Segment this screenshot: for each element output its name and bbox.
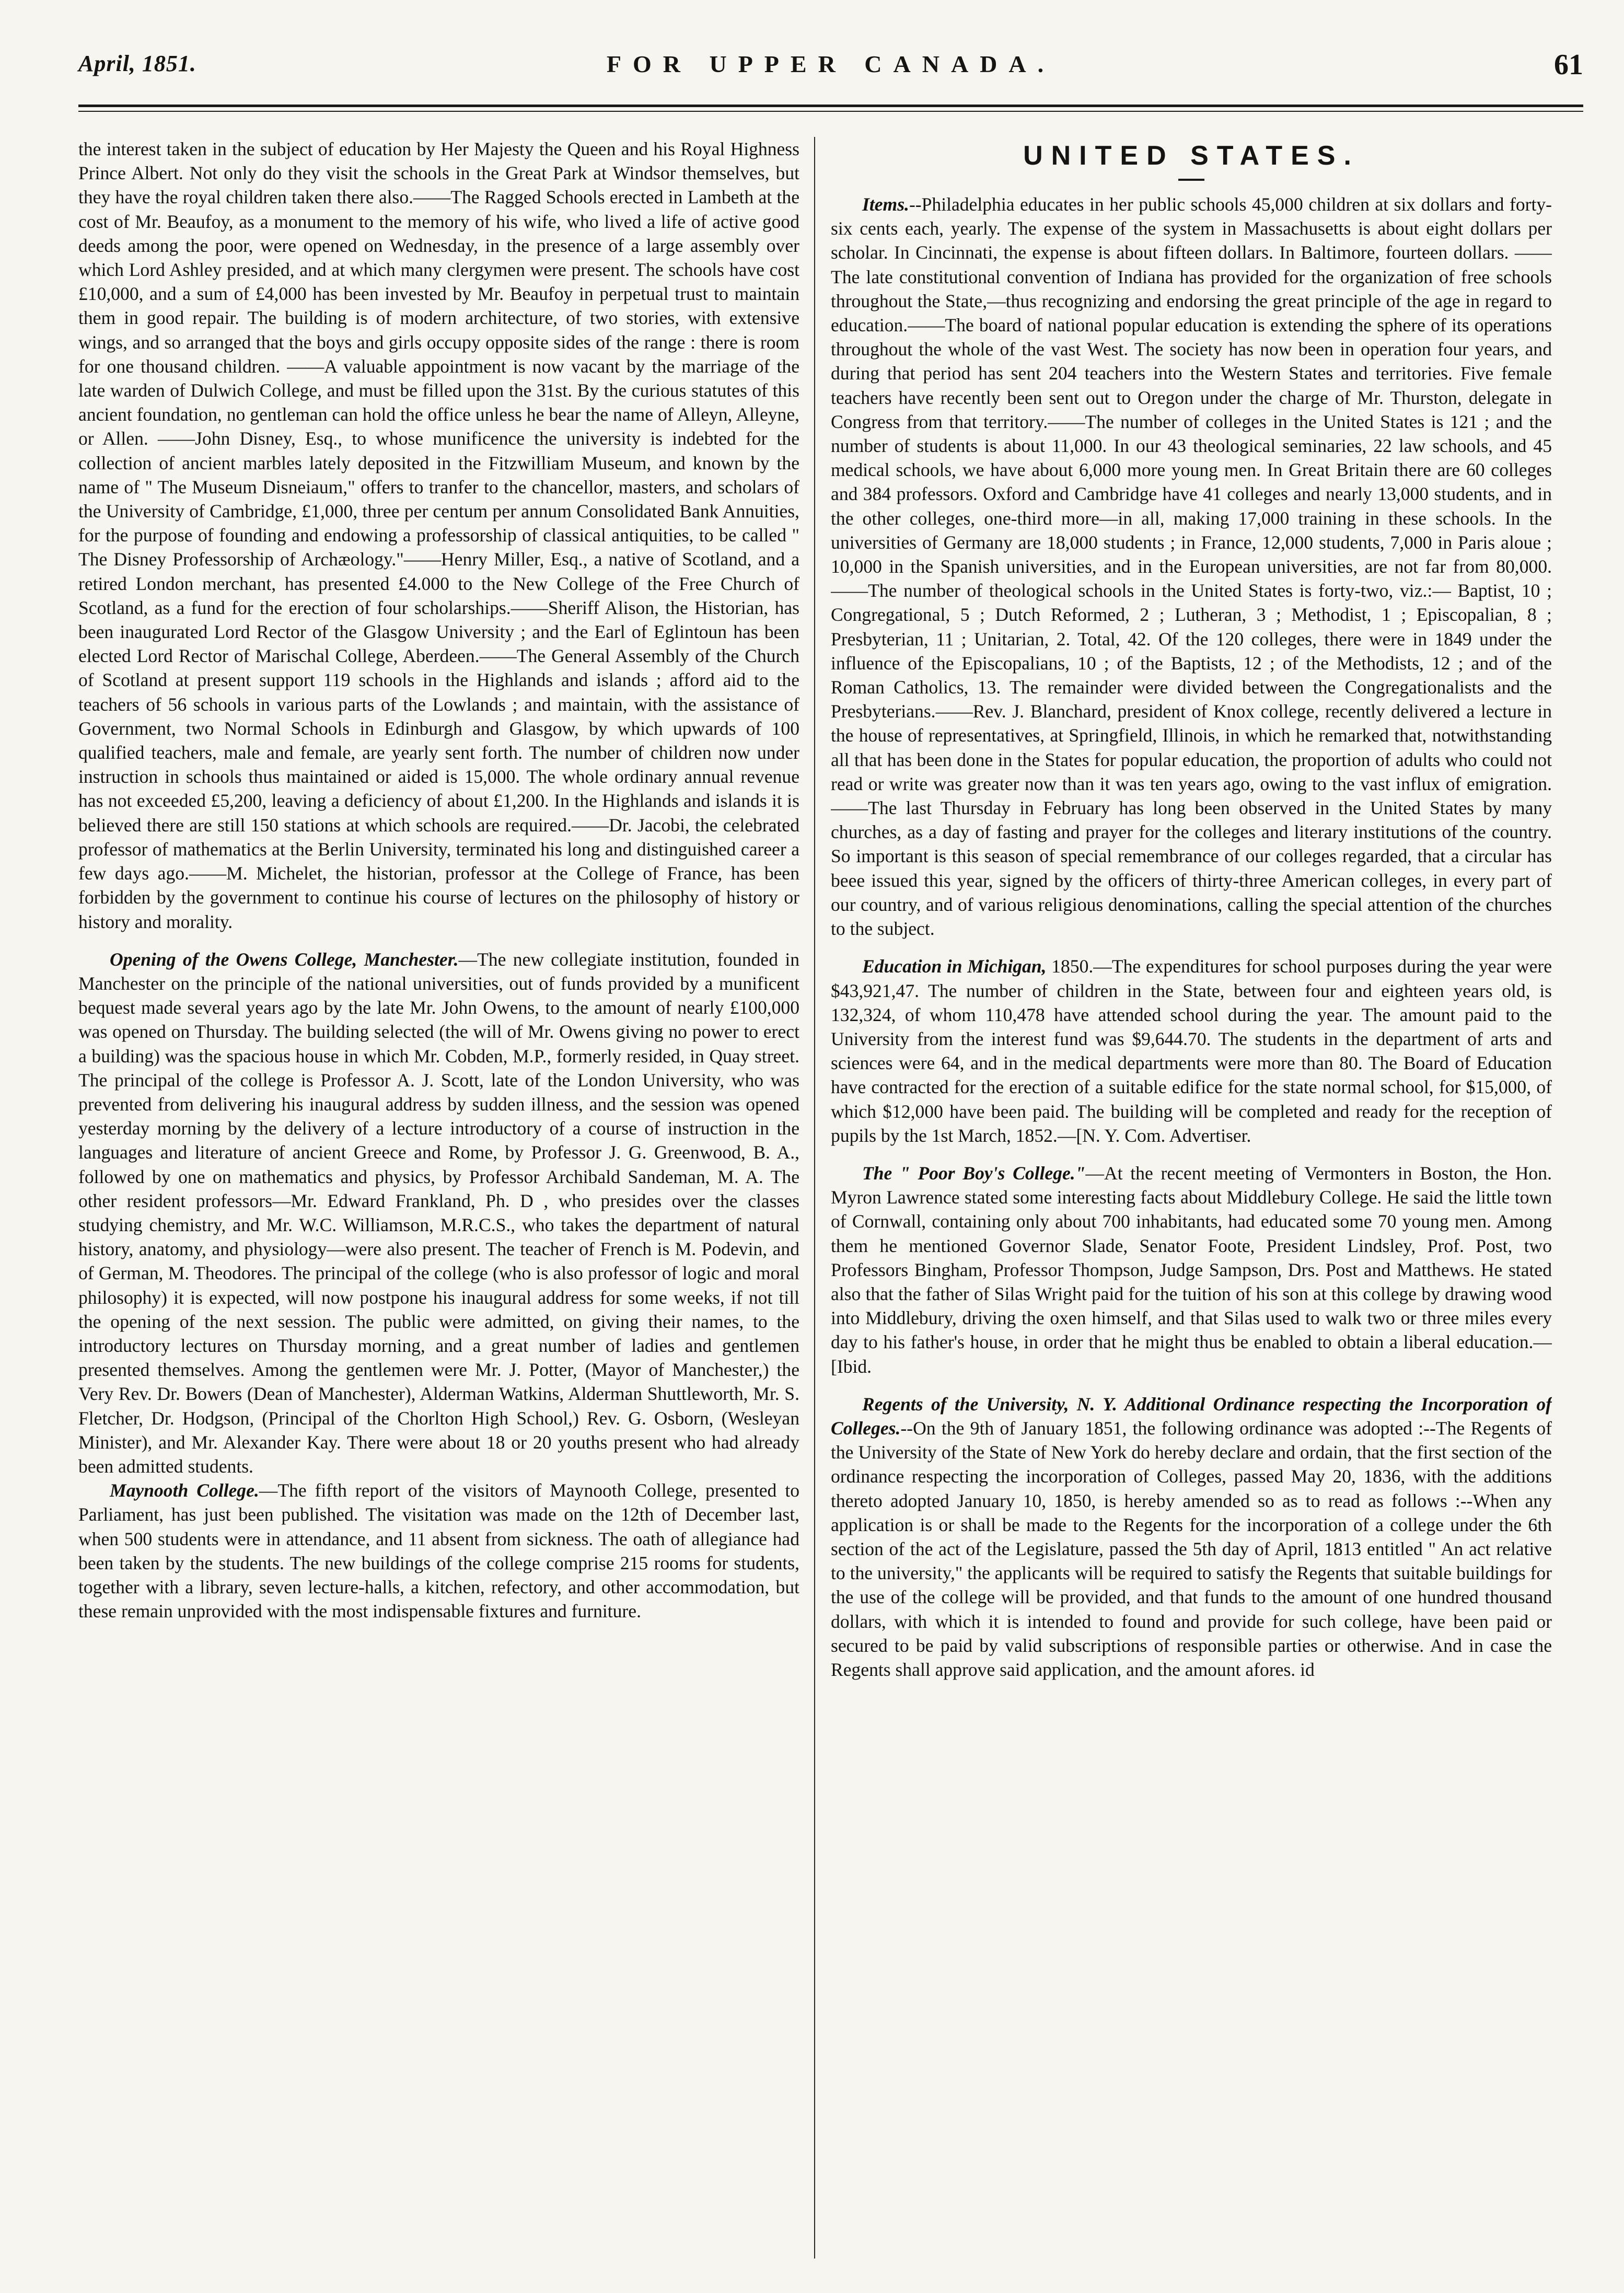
section-dash — [1178, 179, 1204, 181]
header-date: April, 1851. — [78, 51, 196, 76]
page-number: 61 — [1554, 49, 1583, 81]
article-body: 1850.—The expenditures for school purposes during the year were $43,921,47. The number of children in the State, between four and eighteen years old, is 132,324, of whom 110,478 have attended school during the year. The amount paid to the University from the interest fund was $9,644.70. The students in the department of arts and sciences were 64, and in the medical departments were more than 80. The Board of Education have contracted for the erection of a suitable edifice for the state normal school, for $15,000, of which $12,000 have been paid. The building will be completed and ready for the reception of pupils by the 1st March, 1852.—[N. Y. Com. Advertiser. — [831, 956, 1552, 1146]
page-header — [78, 48, 1583, 90]
header-rule-thick — [78, 105, 1583, 107]
column-divider — [814, 137, 815, 2259]
article-british-education-news: the interest taken in the subject of education by Her Majesty the Queen and his Royal Highness Prince Albert. Not only do they visit the schools in the Great Park at Windsor themselves, but they have the royal children taken there also.——The Ragged Schools erected in Lambeth at the cost of Mr. Beaufoy, as a monument to the memory of his wife, who lived a life of active good deeds among the poor, were opened on Wednesday, in the presence of a large assembly over which Lord Ashley presided, and at which many clergymen were present. The schools have cost £10,000, and a sum of £4,000 has been invested by Mr. Beaufoy in perpetual trust to maintain them in good repair. The building is of modern architecture, of two stories, with extensive wings, and so arranged that the boys and girls occupy opposite sides of the range : there is room for one thousand children. ——A valuable appointment is now vacant by the marriage of the late warden of Dulwich College, and must be filled upon the 31st. By the curious statutes of this ancient foundation, no gentleman can hold the office unless he bear the name of Alleyn, Alleyne, or Allen. ——John Disney, Esq., to whose munificence the university is indebted for the collection of ancient marbles lately deposited in the Fitzwilliam Museum, and known by the name of " The Museum Disneiaum," offers to tranfer to the chancellor, masters, and scholars of the University of Cambridge, £1,000, three per centum per annum Consolidated Bank Annuities, for the purpose of founding and endowing a professorship of classical antiquities, to be called " The Disney Professorship of Archæology."——Henry Miller, Esq., a native of Scotland, and a retired London merchant, has presented £4.000 to the New College of the Free Church of Scotland, as a fund for the erection of four scholarships.——Sheriff Alison, the Historian, has been inaugurated Lord Rector of the Glasgow University ; and the Earl of Eglintoun has been elected Lord Rector of Marischal College, Aberdeen.——The General Assembly of the Church of Scotland at present support 119 schools in the Highlands and islands ; afford aid to the teachers of 56 schools in various parts of the Lowlands ; and maintain, with the assistance of Government, two Normal Schools in Edinburgh and Glasgow, by which upwards of 100 qualified teachers, male and female, are yearly sent forth. The number of children now under instruction in schools thus maintained or aided is 15,000. The whole ordinary annual revenue has not exceeded £5,200, leaving a deficiency of about £1,200. In the Highlands and islands it is believed there are still 150 stations at which schools are required.——Dr. Jacobi, the celebrated professor of mathematics at the Berlin University, terminated his long and distinguished career a few days ago.——M. Michelet, the historian, professor at the College of France, has been forbidden by the government to continue his course of lectures on the philosophy of history or history and morality. — [78, 138, 799, 932]
article-heading: Opening of the Owens College, Manchester. — [110, 948, 459, 970]
article-heading: Maynooth College. — [110, 1480, 259, 1501]
spacer — [78, 934, 799, 947]
spacer — [831, 941, 1552, 954]
article-items — [831, 192, 1552, 941]
article-maynooth-college — [78, 1478, 799, 1623]
article-heading: Items. — [862, 194, 909, 215]
section-title: UNITED STATES. — [1023, 141, 1360, 171]
article-poor-boys-college — [831, 1161, 1552, 1379]
header-rule-thin — [78, 111, 1583, 112]
article-body: —The fifth report of the visitors of Maynooth College, presented to Parliament, has just been published. The visitation was made on the 12th of December last, when 500 students were in attendance, and 11 absent from sickness. The oath of allegiance had been taken by the students. The new buildings of the college comprise 215 rooms for students, together with a library, seven lecture-halls, a kitchen, refectory, and other accommodation, but these remain unprovided with the most indispensable fixtures and furniture. — [78, 1480, 799, 1622]
right-column — [831, 137, 1552, 2264]
header-title: FOR UPPER CANADA. — [606, 51, 1055, 77]
spacer — [831, 1379, 1552, 1392]
spacer — [831, 1148, 1552, 1161]
article-heading: The " Poor Boy's College." — [862, 1162, 1086, 1184]
article-body: --On the 9th of January 1851, the following ordinance was adopted :--The Regents of the University of the State of New York do hereby declare and ordain, that the first section of the ordinance respecting the incorporation of Colleges, passed May 20, 1836, with the additions thereto adopted January 10, 1850, is hereby amended so as to read as follows :--When any application is or shall be made to the Regents for the incorporation of a college under the 6th section of the act of the Legislature, passed the 5th day of April, 1813 entitled " An act relative to the university," the applicants will be required to satisfy the Regents that suitable buildings for the use of the college will be provided, and that funds to the amount of one hundred thousand dollars, with which it is intended to found and provide for such college, have been paid or secured to be paid by valid subscriptions of responsible parties or otherwise. And in case the Regents shall approve said application, and the amount afores. id — [831, 1417, 1552, 1680]
article-regents-ordinance — [831, 1392, 1552, 1682]
article-body: --Philadelphia educates in her public schools 45,000 children at six dollars and forty-six cents each, yearly. The expense of the system in Massachusetts is about eight dollars per scholar. In Cincinnati, the expense is about fifteen dollars. In Baltimore, fourteen dollars. ——The late constitutional convention of Indiana has provided for the organization of free schools throughout the State,—thus recognizing and endorsing the great principle of the age in regard to education.——The board of national popular education is extending the sphere of its operations throughout the whole of the vast West. The society has now been in operation four years, and during that period has sent 204 teachers into the Western States and territories. Five female teachers have recently been sent out to Oregon under the charge of Mr. Thurston, delegate in Congress from that territory.——The number of colleges in the United States is 121 ; and the number of students is about 11,000. In our 43 theological seminaries, 22 law schools, and 45 medical schools, we have about 6,000 more young men. In Great Britain there are 60 colleges and 384 professors. Oxford and Cambridge have 41 colleges and nearly 13,000 students, and in the other colleges, one-third more—in all, making 17,000 training in these schools. In the universities of Germany are 18,000 students ; in France, 12,000 students, 7,000 in Paris aloue ; 10,000 in the Spanish universities, and in the European universities, are not far from 80,000.——The number of theological schools in the United States is forty-two, viz.:— Baptist, 10 ; Congregational, 5 ; Dutch Reformed, 2 ; Lutheran, 3 ; Methodist, 1 ; Episcopalian, 8 ; Presbyterian, 11 ; Unitarian, 2. Total, 42. Of the 120 colleges, there were in 1849 under the influence of the Episcopalians, 10 ; of the Baptists, 12 ; of the Methodists, 12 ; and of the Roman Catholics, 13. The remainder were divided between the Congregationalists and the Presbyterians.——Rev. J. Blanchard, president of Knox college, recently delivered a lecture in the house of representatives, at Springfield, Illinois, in which he remarked that, notwithstanding all that has been done in the States for popular education, the proportion of adults who could not read or write was greater now than it was ten years ago, owing to the vast influx of emigration.——The last Thursday in February has long been observed in the United States by many churches, as a day of fasting and prayer for the colleges and literary institutions of the country. So important is this season of special remembrance of our colleges regarded, that a circular has beee issued this year, signed by the officers of thirty-three American colleges, in every part of our country, and of various religious denominations, calling the special attention of the churches to the subject. — [831, 194, 1552, 940]
article-michigan — [831, 954, 1552, 1148]
article-owens-college — [78, 947, 799, 1478]
article-body: —At the recent meeting of Vermonters in Boston, the Hon. Myron Lawrence stated some interesting facts about Middlebury College. He said the little town of Cornwall, containing only about 700 inhabitants, had educated some 70 young men. Among them he mentioned Governor Slade, Senator Foote, President Lindsley, Prof. Post, two Professors Bingham, Professor Thompson, Judge Sampson, Drs. Post and Matthews. He stated also that the father of Silas Wright paid for the tuition of his son at this college by drawing wood into Middlebury, driving the oxen himself, and that Silas used to walk two or three miles every day to his father's house, in order that he might thus be enabled to obtain a liberal education.—[Ibid. — [831, 1162, 1552, 1377]
article-heading: Regents of the University, N. Y. Additional Ordinance respecting the Incorporation of Colleges. — [831, 1393, 1552, 1439]
article-body: —The new collegiate institution, founded in Manchester on the principle of the national universities, out of funds provided by a munificent bequest made several years ago by the late Mr. John Owens, to the amount of nearly £100,000 was opened on Thursday. The building selected (the will of Mr. Owens giving no power to erect a building) was the spacious house in which Mr. Cobden, M.P., formerly resided, in Quay street. The principal of the college is Professor A. J. Scott, late of the London University, who was prevented from delivering his inaugural address by sudden illness, and the session was opened yesterday morning by the delivery of a lecture introductory of a course of instruction in the languages and literature of ancient Greece and Rome, by Professor J. G. Greenwood, B. A., followed by one on mathematics and physics, by Professor Archibald Sandeman, M. A. The other resident professors—Mr. Edward Frankland, Ph. D , who presides over the classes studying chemistry, and Mr. W.C. Williamson, M.R.C.S., who takes the department of natural history, anatomy, and physiology—were also present. The teacher of French is M. Podevin, and of German, M. Theodores. The principal of the college (who is also professor of logic and moral philosophy) it is expected, will now postpone his inaugural address for some weeks, if not till the opening of the next session. The public were admitted, on giving their names, to the introductory lectures on Thursday morning, and a great number of ladies and gentlemen presented themselves. Among the gentlemen were Mr. J. Potter, (Mayor of Manchester,) the Very Rev. Dr. Bowers (Dean of Manchester), Alderman Watkins, Alderman Shuttleworth, Mr. S. Fletcher, Dr. Hodgson, (Principal of the Chorlton High School,) Rev. G. Osborn, (Wesleyan Minister), and Mr. Alexander Kay. There were about 18 or 20 youths present who had already been admitted students. — [78, 948, 799, 1477]
left-column — [78, 137, 799, 2264]
article-heading: Education in Michigan, — [862, 956, 1047, 977]
